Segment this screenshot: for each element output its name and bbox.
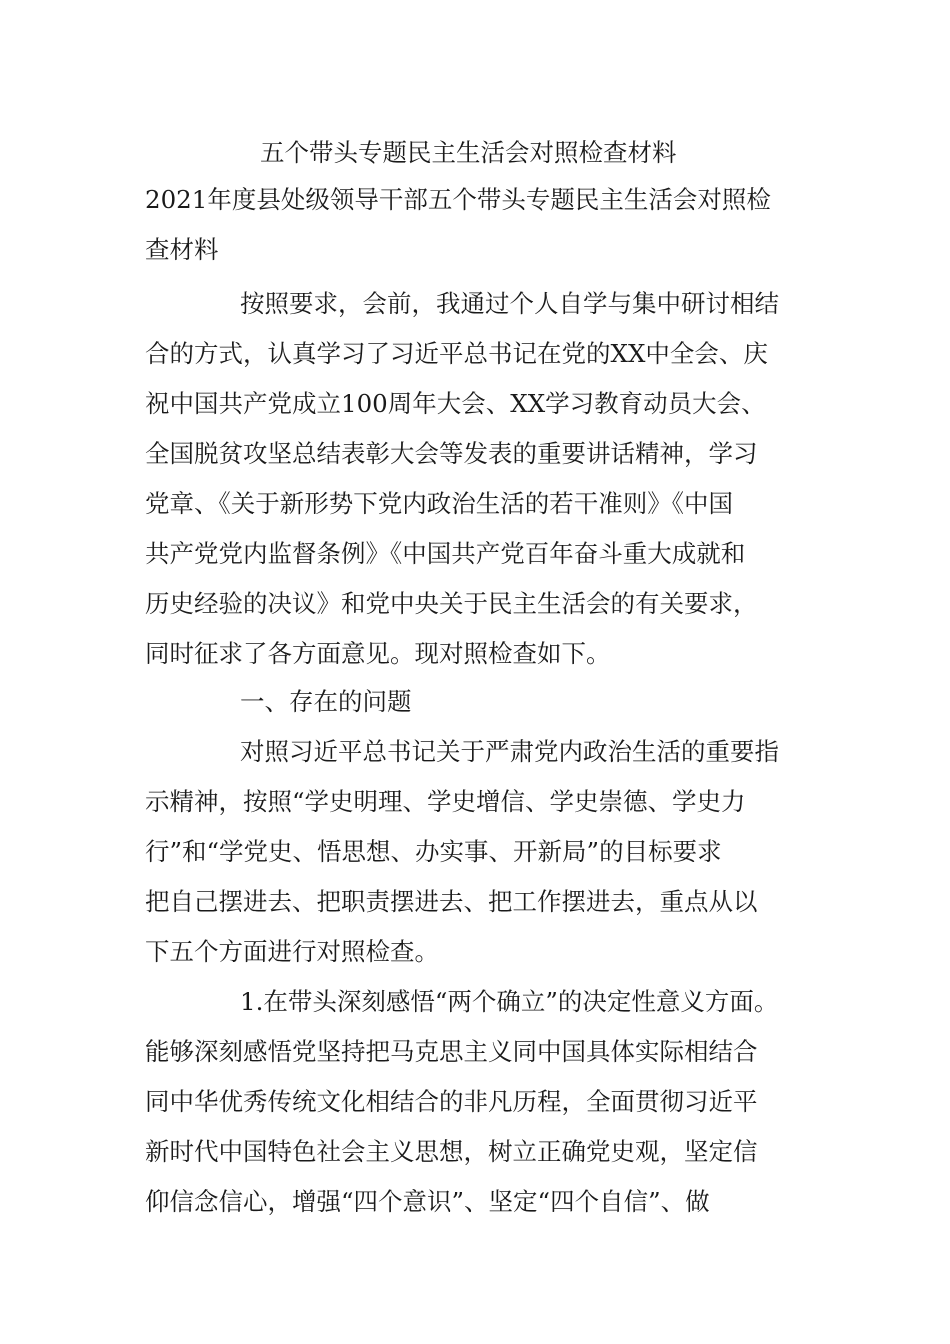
- paragraph-line: 行”和“学党史、悟思想、办实事、开新局”的目标要求: [145, 837, 722, 866]
- paragraph-line: 按照要求，会前，我通过个人自学与集中研讨相结: [240, 289, 779, 318]
- paragraph-line: 对照习近平总书记关于严肃党内政治生活的重要指: [240, 737, 779, 766]
- subtitle-line: 2021年度县处级领导干部五个带头专题民主生活会对照检: [145, 185, 771, 214]
- paragraph-line: 同时征求了各方面意见。现对照检查如下。: [145, 639, 611, 668]
- subtitle-line: 查材料: [145, 235, 219, 264]
- paragraph-line: 全国脱贫攻坚总结表彰大会等发表的重要讲话精神，学习: [145, 439, 758, 468]
- paragraph-line: 同中华优秀传统文化相结合的非凡历程，全面贯彻习近平: [145, 1087, 758, 1116]
- paragraph-line: 祝中国共产党成立100周年大会、XX学习教育动员大会、: [145, 389, 766, 418]
- paragraph-line: 新时代中国特色社会主义思想，树立正确党史观，坚定信: [145, 1137, 758, 1166]
- paragraph-line: 示精神，按照“学史明理、学史增信、学史崇德、学史力: [145, 787, 746, 816]
- paragraph-line: 共产党党内监督条例》《中国共产党百年奋斗重大成就和: [145, 539, 746, 568]
- paragraph-line: 历史经验的决议》和党中央关于民主生活会的有关要求，: [145, 589, 758, 618]
- paragraph-line: 党章、《关于新形势下党内政治生活的若干准则》《中国: [145, 489, 733, 518]
- paragraph-line: 仰信念信心，增强“四个意识”、坚定“四个自信”、做: [145, 1187, 710, 1216]
- paragraph-line: 能够深刻感悟党坚持把马克思主义同中国具体实际相结合: [145, 1037, 758, 1066]
- section-heading: 一、存在的问题: [240, 687, 412, 716]
- document-title: 五个带头专题民主生活会对照检查材料: [260, 138, 677, 167]
- paragraph-line: 1.在带头深刻感悟“两个确立”的决定性意义方面。: [240, 987, 779, 1016]
- paragraph-line: 把自己摆进去、把职责摆进去、把工作摆进去，重点从以: [145, 887, 758, 916]
- paragraph-line: 合的方式，认真学习了习近平总书记在党的XX中全会、庆: [145, 339, 768, 368]
- paragraph-line: 下五个方面进行对照检查。: [145, 937, 439, 966]
